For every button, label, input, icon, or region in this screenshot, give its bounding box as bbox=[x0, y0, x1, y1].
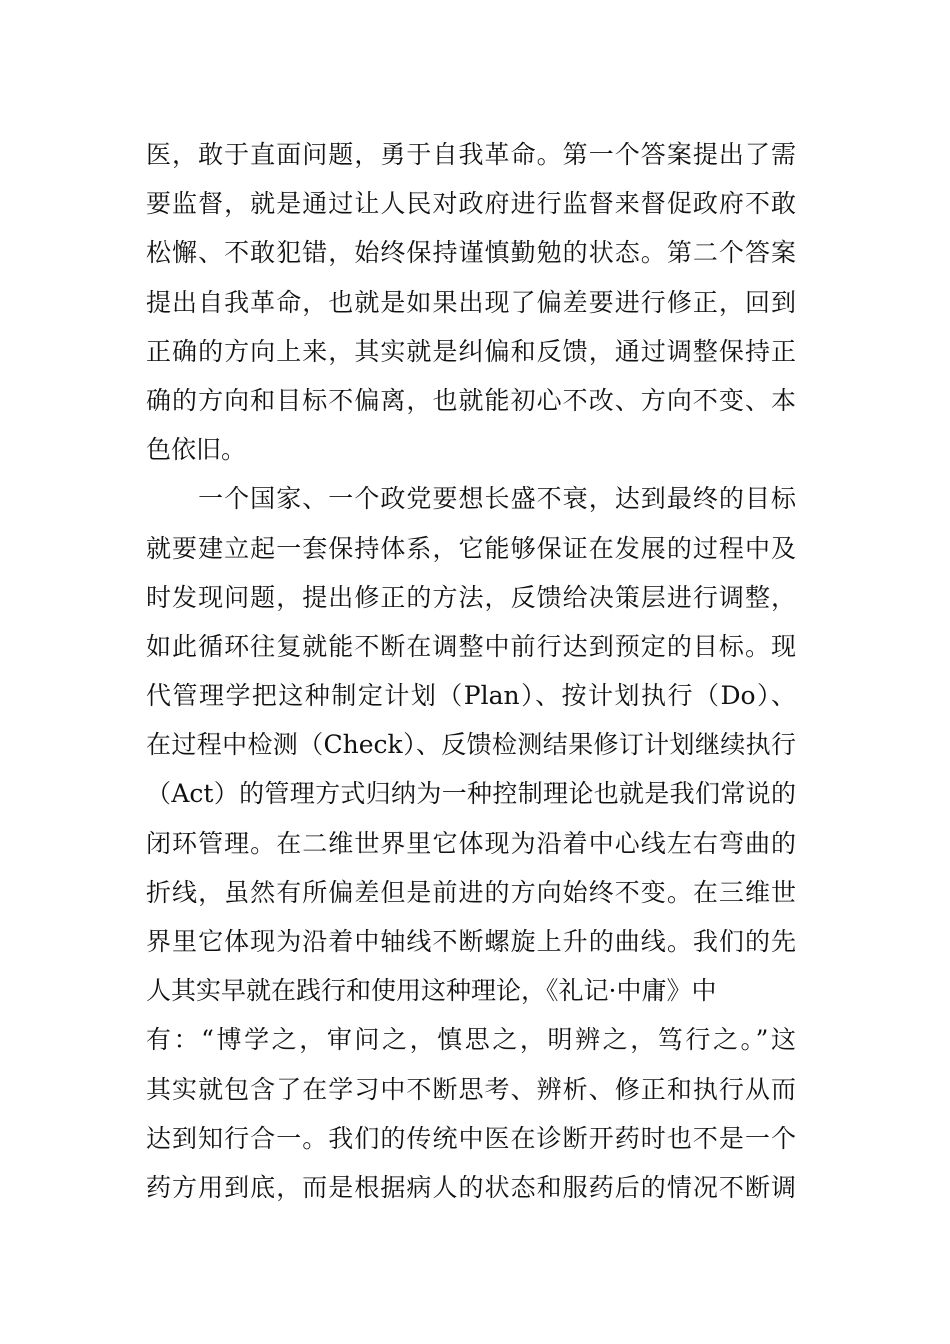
body-text bbox=[146, 130, 796, 1212]
text-line: 要监督，就是通过让人民对政府进行监督来督促政府不敢 bbox=[146, 189, 796, 219]
text-line: 药方用到底，而是根据病人的状态和服药后的情况不断调 bbox=[146, 1172, 796, 1202]
text-line: 有：“博学之，审问之，慎思之，明辨之，笃行之。”这 bbox=[146, 1025, 796, 1055]
text-line: 提出自我革命，也就是如果出现了偏差要进行修正，回到 bbox=[146, 287, 796, 317]
text-line: 人其实早就在践行和使用这种理论，《礼记·中庸》中 bbox=[146, 976, 717, 1006]
text-line: 色依旧。 bbox=[146, 435, 247, 465]
text-line: 正确的方向上来，其实就是纠偏和反馈，通过调整保持正 bbox=[146, 336, 796, 366]
text-line: 其实就包含了在学习中不断思考、辨析、修正和执行从而 bbox=[146, 1074, 796, 1104]
text-line: 界里它体现为沿着中轴线不断螺旋上升的曲线。我们的先 bbox=[146, 927, 796, 956]
text-line: 闭环管理。在二维世界里它体现为沿着中心线左右弯曲的 bbox=[146, 828, 796, 858]
text-line: 医，敢于直面问题，勇于自我革命。第一个答案提出了需 bbox=[146, 140, 796, 169]
text-line: 一个国家、一个政党要想长盛不衰，达到最终的目标 bbox=[146, 484, 796, 514]
text-line: 代管理学把这种制定计划（Plan）、按计划执行（Do）、 bbox=[146, 681, 796, 711]
text-line: 在过程中检测（Check）、反馈检测结果修订计划继续执行 bbox=[146, 730, 796, 760]
text-line: 如此循环往复就能不断在调整中前行达到预定的目标。现 bbox=[146, 631, 796, 661]
text-line: 折线，虽然有所偏差但是前进的方向始终不变。在三维世 bbox=[146, 877, 796, 907]
text-line: 时发现问题，提出修正的方法，反馈给决策层进行调整， bbox=[146, 582, 796, 612]
text-line: 达到知行合一。我们的传统中医在诊断开药时也不是一个 bbox=[146, 1123, 796, 1153]
text-line: 确的方向和目标不偏离，也就能初心不改、方向不变、本 bbox=[146, 385, 796, 415]
text-line: 松懈、不敢犯错，始终保持谨慎勤勉的状态。第二个答案 bbox=[146, 238, 796, 268]
text-line: 就要建立起一套保持体系，它能够保证在发展的过程中及 bbox=[146, 533, 796, 563]
text-line: （Act）的管理方式归纳为一种控制理论也就是我们常说的 bbox=[146, 779, 796, 809]
